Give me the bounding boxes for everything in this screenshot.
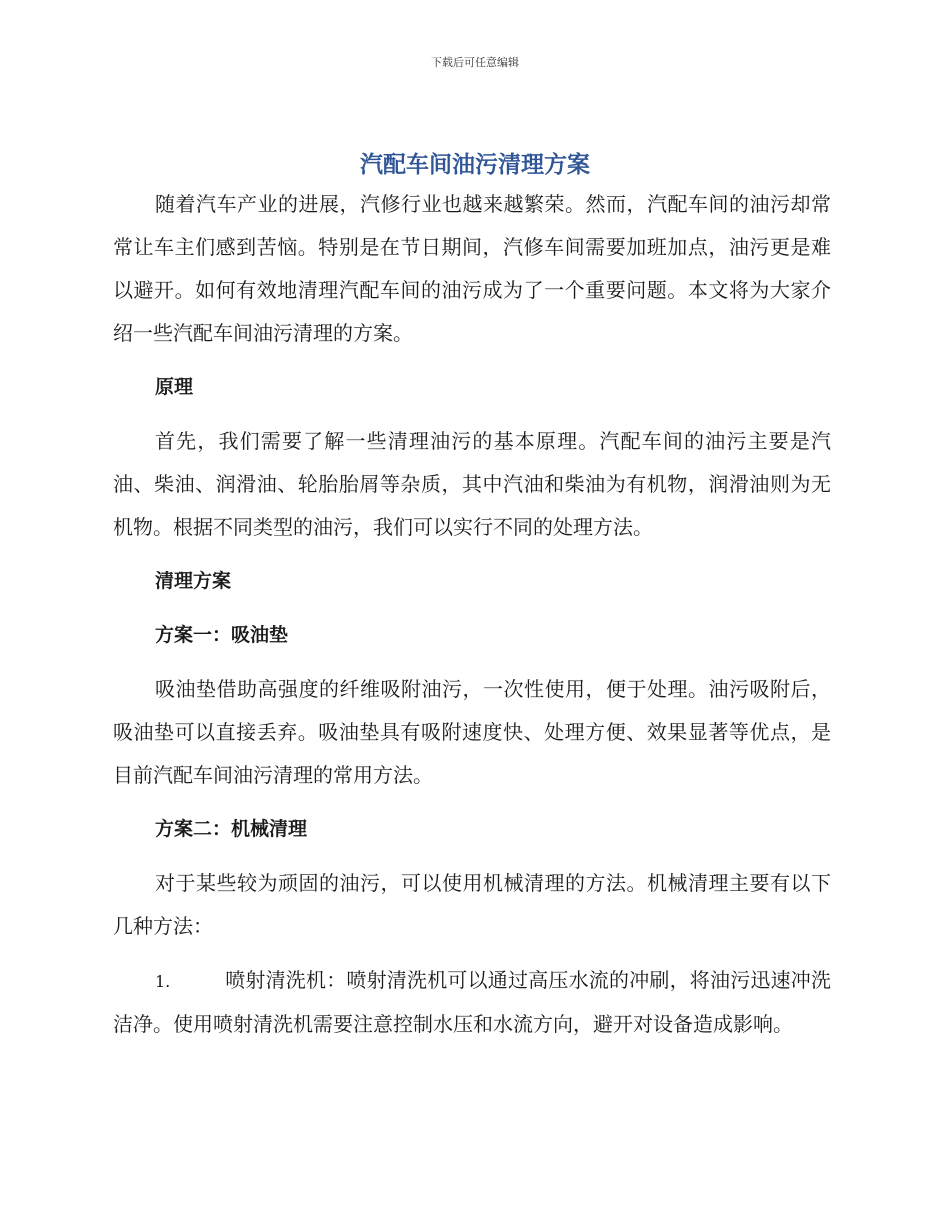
plan2-paragraph: 对于某些较为顽固的油污，可以使用机械清理的方法。机械清理主要有以下几种方法： [113, 871, 831, 938]
list-item-number: 1. [155, 972, 171, 991]
document-title: 汽配车间油污清理方案 [360, 152, 590, 178]
list-item-text: 喷射清洗机：喷射清洗机可以通过高压水流的冲刷，将油污迅速冲洗洁净。使用喷射清洗机需要注意控制水压和水流方向，避开对设备造成影响。 [113, 968, 831, 1036]
list-item [113, 959, 831, 1046]
principle-heading: 原理 [155, 376, 194, 398]
cleaning-heading: 清理方案 [155, 570, 232, 592]
plan1-heading: 方案一：吸油垫 [155, 624, 289, 646]
header-note: 下载后可任意编辑 [431, 56, 519, 69]
principle-paragraph: 首先，我们需要了解一些清理油污的基本原理。汽配车间的油污主要是汽油、柴油、润滑油、轮胎胎屑等杂质，其中汽油和柴油为有机物，润滑油则为无机物。根据不同类型的油污，我们可以实行不同的处理方法。 [113, 429, 831, 539]
document-body [113, 183, 831, 1046]
intro-paragraph: 随着汽车产业的进展，汽修行业也越来越繁荣。然而，汽配车间的油污却常常让车主们感到苦恼。特别是在节日期间，汽修车间需要加班加点，油污更是难以避开。如何有效地清理汽配车间的油污成为了一个重要问题。本文将为大家介绍一些汽配车间油污清理的方案。 [113, 192, 831, 345]
plan2-heading: 方案二：机械清理 [155, 818, 308, 840]
plan1-paragraph: 吸油垫借助高强度的纤维吸附油污，一次性使用，便于处理。油污吸附后，吸油垫可以直接丢弃。吸油垫具有吸附速度快、处理方便、效果显著等优点，是目前汽配车间油污清理的常用方法。 [113, 677, 831, 787]
